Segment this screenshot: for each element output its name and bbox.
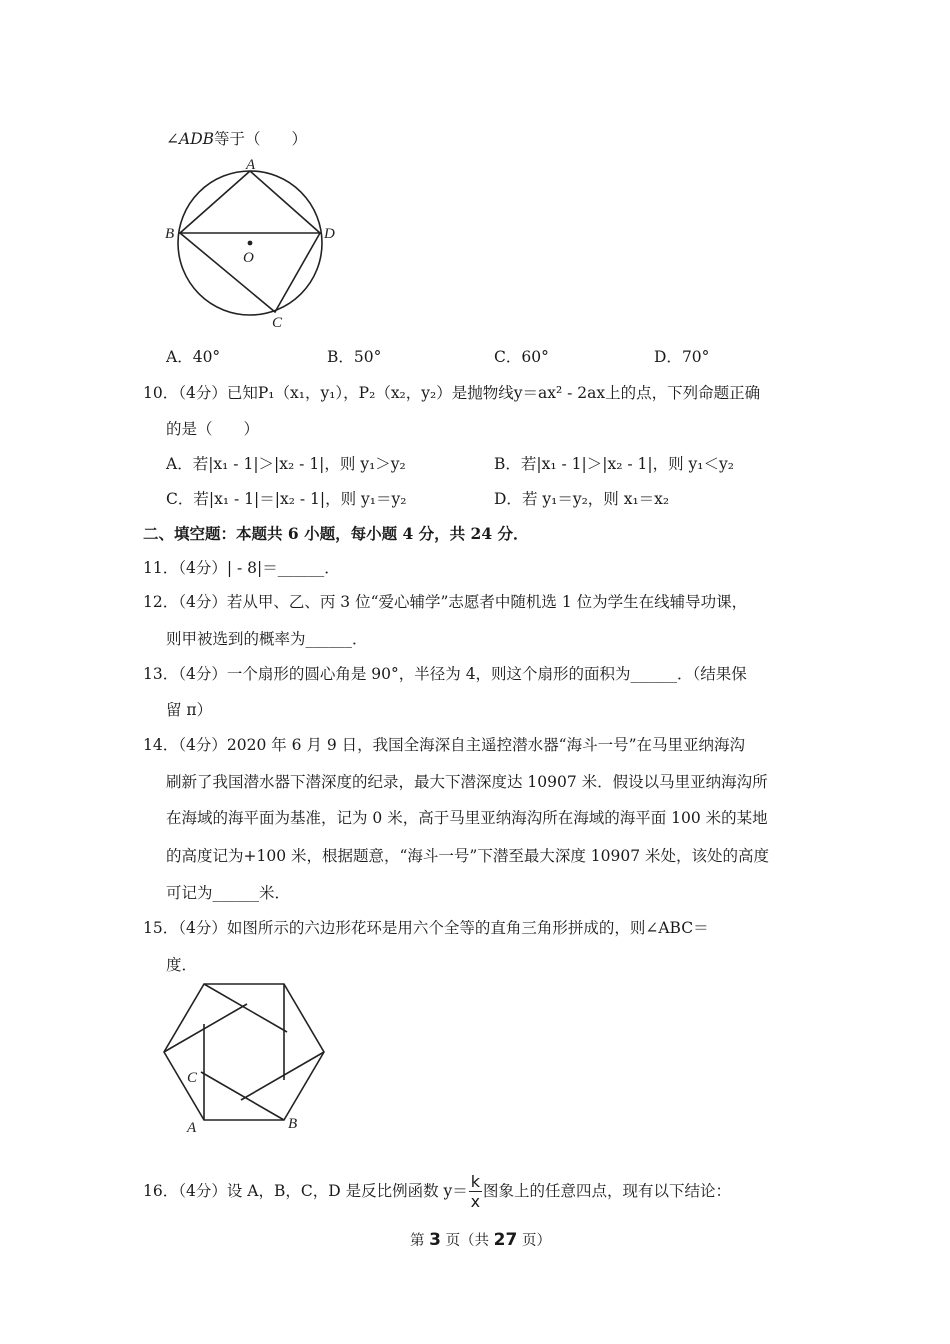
q9-stem: ∠ADB等于（ ） (166, 130, 308, 148)
q10-option-d: D．若 y₁＝y₂，则 x₁＝x₂ (494, 490, 670, 508)
fraction-k-over-x: $\frac{k}{x}$ (470, 1172, 481, 1211)
q10-option-b: B．若|x₁ - 1|＞|x₂ - 1|，则 y₁＜y₂ (494, 455, 734, 473)
label-C: C (272, 315, 283, 331)
label-A: A (187, 1120, 197, 1136)
q15-hexagon-figure (155, 978, 335, 1138)
q11: 11．（4分）| - 8|＝______． (143, 559, 340, 577)
q9-option-c: C．60° (494, 348, 549, 366)
label-B: B (165, 226, 175, 242)
q14-line4: 的高度记为+100 米，根据题意，“海斗一号”下潜至最大深度 10907 米处，该处的高度 (166, 847, 770, 865)
q9-option-d: D．70° (654, 348, 710, 366)
q10-line1: 10．（4分）已知P₁（x₁，y₁），P₂（x₂，y₂）是抛物线y＝ax² - 2ax上的点，下列命题正确 (143, 384, 761, 402)
label-C: C (187, 1070, 198, 1086)
label-D: D (324, 226, 335, 242)
q13-line2: 留 π） (166, 701, 213, 719)
section-heading: 二、填空题：本题共 6 小题，每小题 4 分，共 24 分． (143, 524, 529, 543)
q14-line3: 在海域的海平面为基准，记为 0 米，高于马里亚纳海沟所在海域的海平面 100 米的某地 (166, 809, 768, 827)
label-A: A (246, 157, 256, 173)
q10-line2: 的是（ ） (166, 420, 260, 438)
q12-line1: 12．（4分）若从甲、乙、丙 3 位“爱心辅学”志愿者中随机选 1 位为学生在线辅导功课， (143, 593, 748, 611)
q10-option-c: C．若|x₁ - 1|＝|x₂ - 1|，则 y₁＝y₂ (166, 490, 407, 508)
q14-line5: 可记为______米． (166, 884, 291, 902)
page-footer: 第 3 页（共 27 页） (410, 1230, 551, 1250)
label-B: B (288, 1116, 298, 1132)
q14-line1: 14．（4分）2020 年 6 月 9 日，我国全海深自主遥控潜水器“海斗一号”在马里亚纳海沟 (143, 736, 746, 754)
q9-option-a: A．40° (166, 348, 221, 366)
q16: 16．（4分）设 A，B，C，D 是反比例函数 y＝ $\frac{k}{x}$ 图象上的任意四点，现有以下结论： (143, 1172, 732, 1211)
q14-line2: 刷新了我国潜水器下潜深度的纪录，最大下潜深度达 10907 米．假设以马里亚纳海沟所 (166, 773, 768, 791)
q9-option-b: B．50° (327, 348, 382, 366)
label-O: O (243, 250, 254, 266)
q13-line1: 13．（4分）一个扇形的圆心角是 90°，半径为 4，则这个扇形的面积为______．（结果保 (143, 665, 747, 683)
q15-line1: 15．（4分）如图所示的六边形花环是用六个全等的直角三角形拼成的，则∠ABC＝ (143, 919, 709, 937)
q15-line2: 度． (166, 956, 198, 974)
q10-option-a: A．若|x₁ - 1|＞|x₂ - 1|，则 y₁＞y₂ (166, 455, 406, 473)
q12-line2: 则甲被选到的概率为______． (166, 630, 368, 648)
q9-circle-figure (160, 155, 340, 335)
